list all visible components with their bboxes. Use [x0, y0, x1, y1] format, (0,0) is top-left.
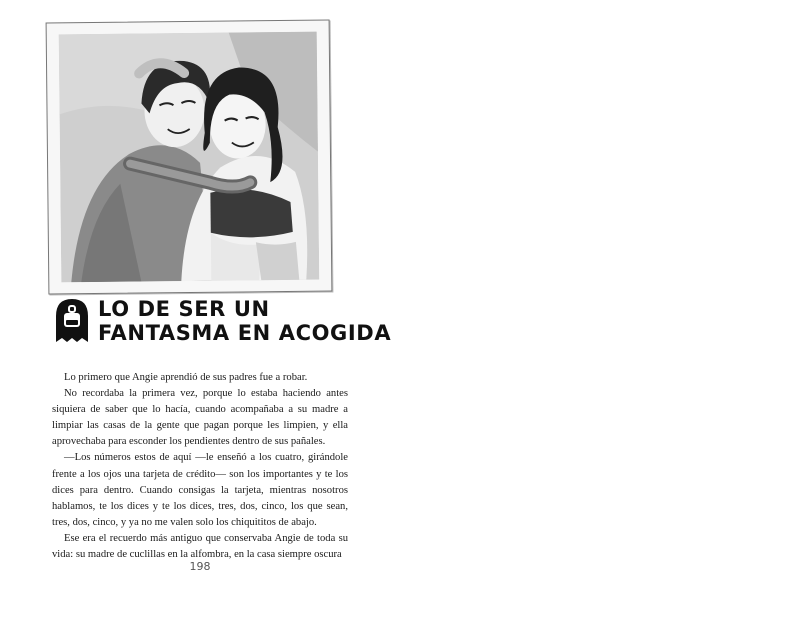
couple-illustration: [59, 32, 320, 283]
left-page: [0, 0, 400, 613]
ghost-backpack-icon: [52, 296, 92, 344]
right-page: [400, 0, 800, 613]
page-number: 198: [189, 560, 211, 573]
paragraph: —Los números estos de aquí —le enseñó a los cuatro, girándole frente a los ojos una tarjeta de crédito— son los importantes y te los dices para dentro. Cuando consigas la tarjeta, mientras nosotros hablamos, te los dices y te los dices, tres, dos, cinco, los que sean, tres, dos, cinco, y ya no me valen solo los chiquititos de abajo.: [52, 452, 348, 528]
paragraph: Lo primero que Angie aprendió de sus padres fue a robar.: [64, 372, 308, 383]
paragraph: No recordaba la primera vez, porque lo estaba haciendo antes siquiera de saber que lo hacía, cuando acompañaba a su madre a limpiar las casas de la gente que pagan porque les limpien, y ella aprovechaba para esconder los pendientes dentro de sus pañales.: [52, 388, 348, 448]
polaroid-illustration: [46, 20, 333, 295]
left-body-text: [52, 370, 348, 563]
paragraph: Ese era el recuerdo más antiguo que conservaba Angie de toda su vida: su madre de cuclillas en la alfombra, en la casa siempre oscura: [52, 532, 348, 561]
chapter-title-line-2: FANTASMA EN ACOGIDA: [98, 321, 392, 345]
chapter-title-line-1: LO DE SER UN: [98, 297, 270, 321]
chapter-title: [98, 297, 391, 345]
